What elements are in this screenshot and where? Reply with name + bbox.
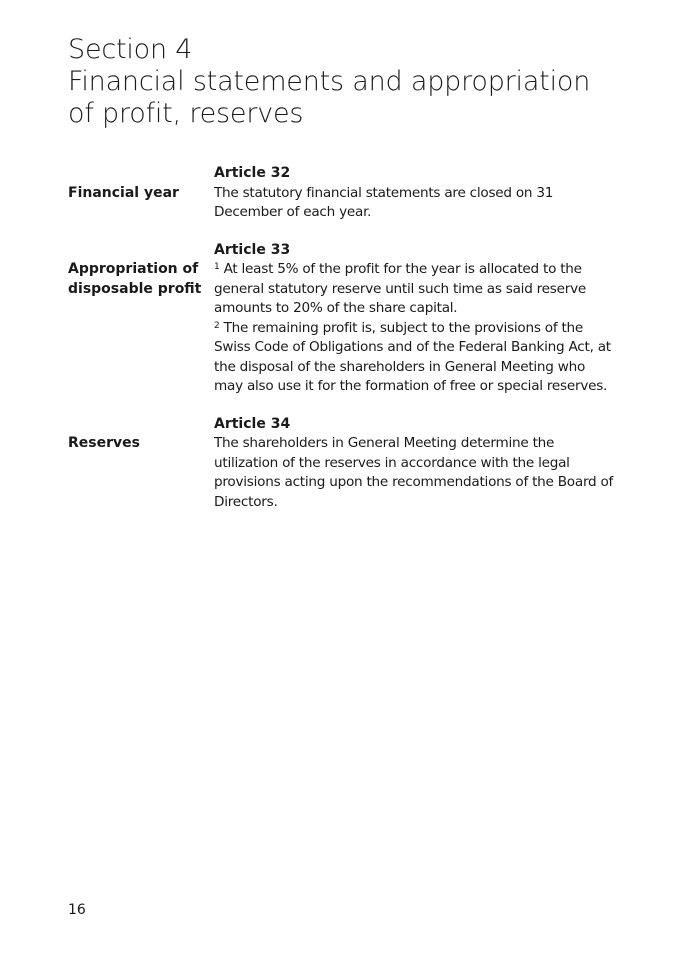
article-heading: Article 33 — [214, 241, 291, 258]
margin-label-appropriation: Appropriation of disposable profit — [68, 261, 202, 297]
article-33 — [0, 241, 680, 397]
section-title: Financial statements and appropriation of profit, reserves — [68, 66, 591, 129]
article-heading: Article 34 — [214, 415, 291, 432]
article-paragraph — [214, 260, 614, 319]
article-heading: Article 32 — [214, 165, 291, 181]
paragraph-text: At least 5% of the profit for the year is allocated to the general statutory reserve until such time as said reserve amounts to 20% of the share capital. — [214, 261, 586, 316]
section-header — [68, 34, 668, 130]
paragraph-text: The statutory financial statements are closed on 31 December of each year. — [214, 184, 554, 220]
article-paragraph — [214, 319, 614, 397]
article-body — [214, 434, 614, 512]
margin-label-reserves: Reserves — [68, 435, 140, 451]
paragraph-marker: 2 — [214, 320, 220, 331]
articles-list — [0, 164, 680, 530]
article-row — [0, 434, 680, 512]
paragraph-marker: 1 — [214, 262, 220, 272]
section-number: Section 4 — [68, 34, 193, 65]
page-number: 16 — [68, 902, 86, 918]
article-row — [0, 184, 680, 223]
article-34 — [0, 415, 680, 513]
article-row — [0, 260, 680, 397]
article-32 — [0, 164, 680, 223]
margin-label-financial-year: Financial year — [68, 184, 179, 201]
paragraph-text: The shareholders in General Meeting determine the utilization of the reserves in accordance with the legal provisions acting upon the recommendations of the Board of Directors. — [214, 435, 614, 510]
article-paragraph — [214, 434, 614, 512]
article-body — [214, 184, 614, 223]
article-paragraph — [214, 184, 614, 223]
paragraph-text: The remaining profit is, subject to the provisions of the Swiss Code of Obligations and of the Federal Banking Act, at the disposal of the shareholders in General Meeting who may also use it for the formation of free or special reserves. — [214, 319, 611, 394]
article-body — [214, 260, 614, 397]
